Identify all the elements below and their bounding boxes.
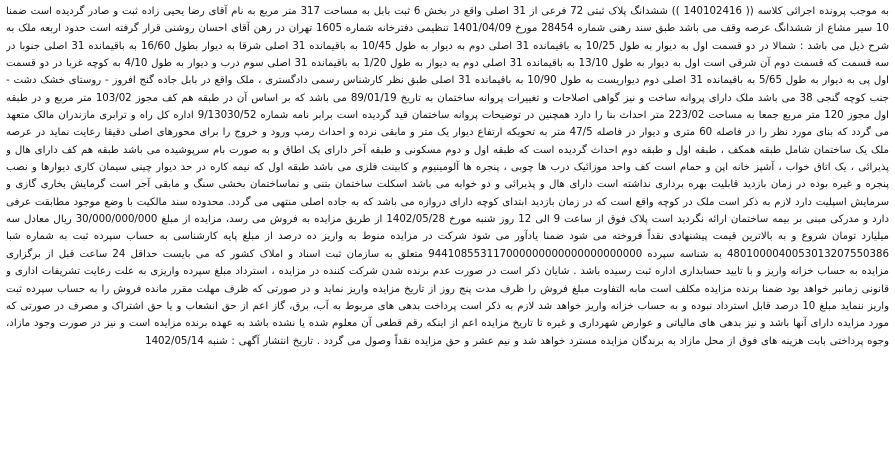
auction-notice-text: به موجب پرونده اجرائی کلاسه (( 140102416 )) ششدانگ پلاک ثبتی 72 فرعی از 31 اصلی واقع در بخش 6 ثبت بابل به مساحت 317 متر مربع به نام آقای رضا یحیی زاده ثبت و صادر گردیده است ضمنا 10 سیر مشاع از ششدانگ عرصه وقف می باشد طبق سند رهنی شماره 28454 مورخ 1401/04/09 تنظیمی دفترخانه شماره 1605 تهران در رهن آقای احسان روشنی قرار گرفته است حدود اربعه ملک به شرح ذیل می باشد : شمالا در دو قسمت اول به دیوار به طول 10/25 به باقیمانده 31 اصلی دوم به دیوار به طول 10/45 به باقیمانده 31 اصلی شرقا به دیوار بطول 16/60 به باقیمانده 31 اصلی جنوبا در سه قسمت که قسمت دوم آن شرقی است اول به دیوار به طول 13/10 به باقیمانده 31 اصلی دوم به دیوار به طول 1/20 به باقیمانده 31 اصلی سوم درب و دیوار به طول 4/10 به کوچه غربا در دو قسمت اول پی به دیوار به طول 5/65 به باقیمانده 31 اصلی دوم دیواریست به طول 10/90 به باقیمانده 31 اصلی طبق نظر کارشناس رسمی دادگستری ، ملک واقع در بابل جاده گنج افروز - روستای خشک دشت - جنب کوچه گنجی 38 می باشد ملک دارای پروانه ساخت و نیز گواهی اصلاحات و تغییرات پروانه ساختمان به تاریخ 89/01/19 می باشد که بر اساس آن در طبقه هم کف مجوز 103/02 متر مربع و در طبقه اول مجوز 120 متر مربع جمعا به مساحت 223/02 متر احداث بنا را دارد همچنین در توضیحات پروانه ساختمان قید گردیده است برابر نامه شماره 9/13030/52 اداره کل راه و ترابری مازندران مالک متعهد می گردد که بنای مورد نظر را در فاصله 60 متری و دیوار در فاصله 47/5 متر به تحویکه ارتفاع دیوار یک متر و مابقی نرده و احداث رمپ ورود و خروج را برای محورهای اصلی دقیقا رعایت نماید در عرصه ملک یک ساختمان شامل طبقه همکف ، طبقه اول و طبقه دوم احداث گردیده است که طبقه اول و دوم مسکونی و طبقه آخر دارای یک اطاق و به صورت بام سرپوشیده می باشد طبقه هم کف دارای هال و پذیرائی ، یک اتاق خواب ، آشپز خانه اپن و حمام است کف واحد موزائیک درب ها چوبی ، پنجره ها آلومینیوم و کابینت فلزی می باشد طبقه اول که نیمه کاره در حد دیوار چینی سیمان کاری دیوارها و نصب پنجره و غیره بوده در زمان بازدید قابلیت بهره برداری نداشته است دارای هال و پذیرائی و دو خوابه می باشد اسکلت ساختمان بتنی و نماساختمان بخشی سنگ و مابقی آجر است گرمایش بخاری گازی و سرمایش اسپلیت دارد لازم به ذکر است ملک در کوچه واقع است که در زمان بازدید ابتدای کوچه دارای دروازه می باشد که به جاده اصلی منتهی می گردد. محدوده سند مالکیت با وضع موجود مطابقت عرفی دارد و مدرکی مبنی بر بیمه ساختمان ارائه نگردید است پلاک فوق از ساعت 9 الی 12 روز شنبه مورخ 1402/05/28 از طریق مزایده به فروش می رسد، مزایده از مبلغ 30/000/000/000 ریال معادل سه میلیارد تومان شروع و به بالاترین قیمت پیشنهادی نقداً فروخته می شود ضمنا یادآور می شود شرکت در مزایده منوط به واریز ده درصد از مبلغ پایه کارشناسی به حساب سپرده ثبت به شماره شبا 4801000040053013207550386 به شناسه سپرده 944108553117000000000000000000000 متعلق به سازمان ثبت اسناد و املاک کشور که می بایست حداقل 24 ساعت قبل از برگزاری مزایده به حساب خزانه واریز و با تایید حسابداری اداره ثبت رسیده باشد . شایان ذکر است در صورت عدم برنده شدن شرکت کننده در مزایده ، استرداد مبلغ سپرده واریزی به علت رعایت تشریفات اداری و قانونی زمانبر خواهد بود ضمنا برنده مزایده مکلف است مابه التفاوت مبلغ فروش را ظرف مدت پنج روز از تاریخ مزایده واریز نماید و در صورتی که ظرف مهلت مقرر مانده فروش را به حساب سپرده ثبت واریز ننماید مبلغ 10 درصد قابل استرداد نبوده و به حساب خزانه واریز خواهد شد لازم به ذکر است پرداخت بدهی های مربوط به آب، برق، گاز اعم از حق انشعاب و یا حق اشتراک و مصرف در صورتی که مورد مزایده دارای آنها باشد و نیز بدهی های مالیاتی و عوارض شهرداری و غیره تا تاریخ مزایده اعم از اینکه رقم قطعی آن معلوم شده یا نشده باشد به عهده برنده مزایده است و نیز در صورت وجود مازاد، وجوه پرداختی بابت هزینه های فوق از محل مازاد به برندگان مزایده مسترد خواهد شد و نیم عشر و حق مزایده نقداً وصول می گردد . تاریخ انتشار آگهی : شنبه 1402/05/14 (6, 6, 889, 347)
